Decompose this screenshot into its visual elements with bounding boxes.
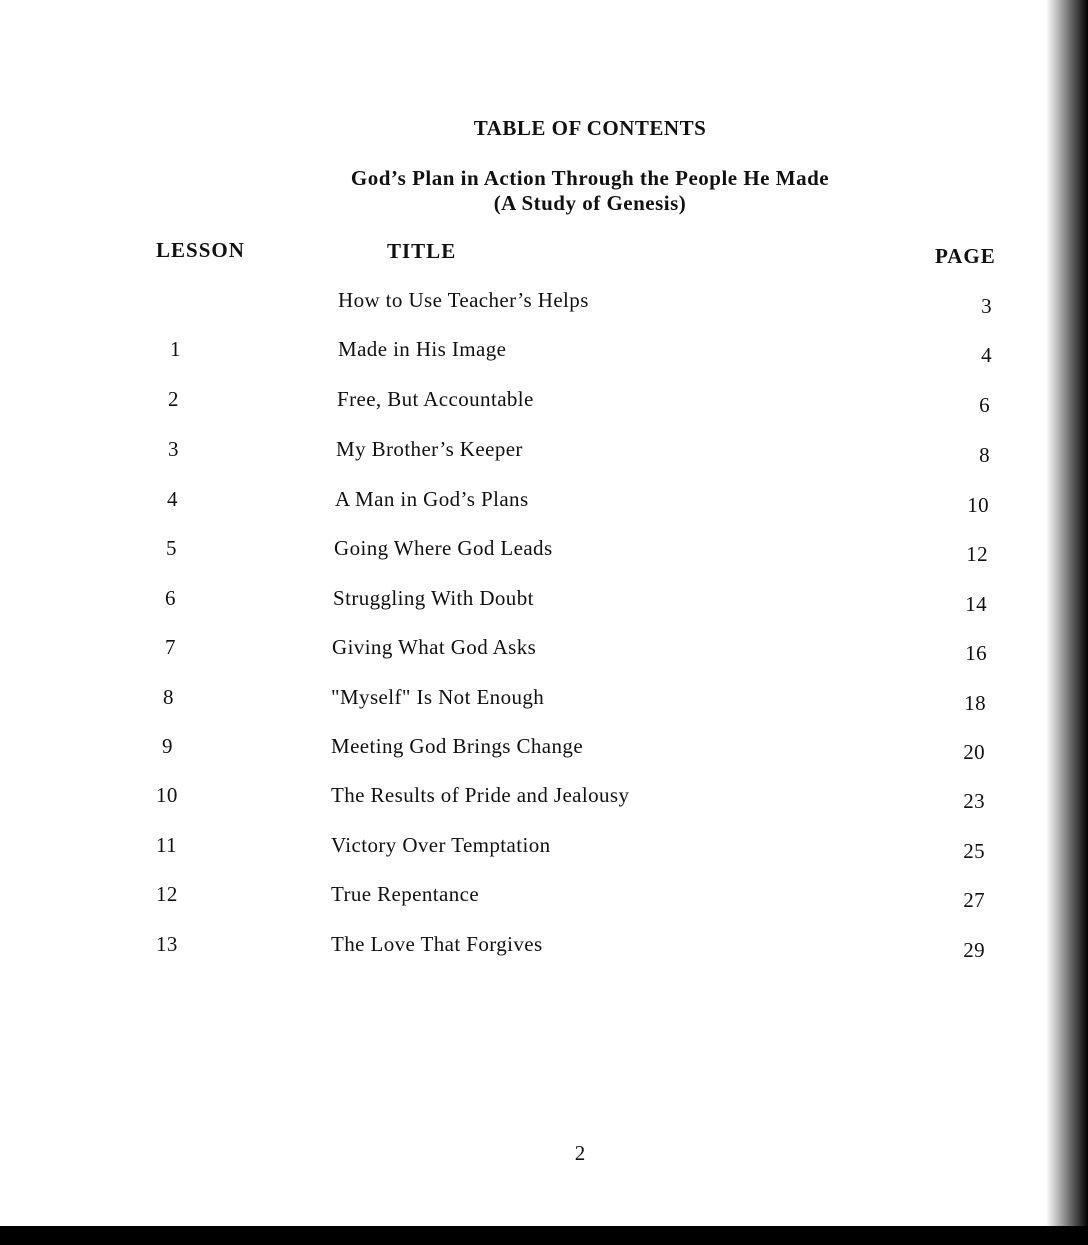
lesson-title: The Results of Pride and Jealousy [331, 783, 630, 807]
lesson-title: True Repentance [331, 882, 480, 906]
lesson-number: 8 [163, 685, 174, 709]
page-ref: 25 [963, 839, 985, 863]
page-ref: 3 [981, 294, 992, 318]
page-ref: 18 [964, 691, 986, 715]
page-ref: 27 [963, 888, 985, 912]
lesson-number: 6 [165, 586, 176, 610]
lesson-number: 12 [156, 882, 178, 906]
lesson-title: How to Use Teacher’s Helps [338, 288, 589, 312]
toc-heading: TABLE OF CONTENTS [473, 116, 707, 140]
lesson-title: A Man in God’s Plans [335, 487, 529, 511]
lesson-title: The Love That Forgives [331, 932, 543, 956]
book-title: God’s Plan in Action Through the People He Made [350, 166, 830, 190]
page-ref: 4 [981, 343, 992, 367]
lesson-title: Victory Over Temptation [331, 833, 551, 857]
page-ref: 8 [979, 443, 990, 467]
column-header-lesson: LESSON [156, 238, 245, 262]
lesson-number: 13 [156, 932, 178, 956]
lesson-title: Meeting God Brings Change [331, 734, 584, 758]
lesson-title: Made in His Image [338, 337, 507, 361]
scan-edge-bottom [0, 1226, 1088, 1245]
page-ref: 29 [963, 938, 985, 962]
lesson-number: 1 [170, 337, 181, 361]
lesson-title: Going Where God Leads [334, 536, 553, 560]
page-ref: 16 [965, 641, 987, 665]
page-ref: 12 [966, 542, 988, 566]
lesson-title: My Brother’s Keeper [336, 437, 523, 461]
page-ref: 14 [965, 592, 987, 616]
lesson-title: Struggling With Doubt [333, 586, 534, 610]
lesson-number: 7 [165, 635, 176, 659]
page-ref: 6 [979, 393, 990, 417]
lesson-number: 4 [167, 487, 178, 511]
page-ref: 10 [967, 493, 989, 517]
column-header-title: TITLE [387, 239, 457, 263]
book-subtitle: (A Study of Genesis) [493, 191, 687, 215]
lesson-number: 10 [156, 783, 178, 807]
lesson-number: 11 [156, 833, 178, 857]
lesson-title: Giving What God Asks [332, 635, 537, 659]
column-header-page: PAGE [935, 244, 996, 268]
lesson-number: 5 [166, 536, 177, 560]
lesson-number: 3 [168, 437, 179, 461]
page-ref: 23 [963, 789, 985, 813]
lesson-number: 2 [168, 387, 179, 411]
lesson-title: Free, But Accountable [337, 387, 534, 411]
lesson-title: "Myself" Is Not Enough [331, 685, 545, 709]
page-ref: 20 [963, 740, 985, 764]
page-number: 2 [574, 1141, 586, 1165]
lesson-number: 9 [162, 734, 173, 758]
